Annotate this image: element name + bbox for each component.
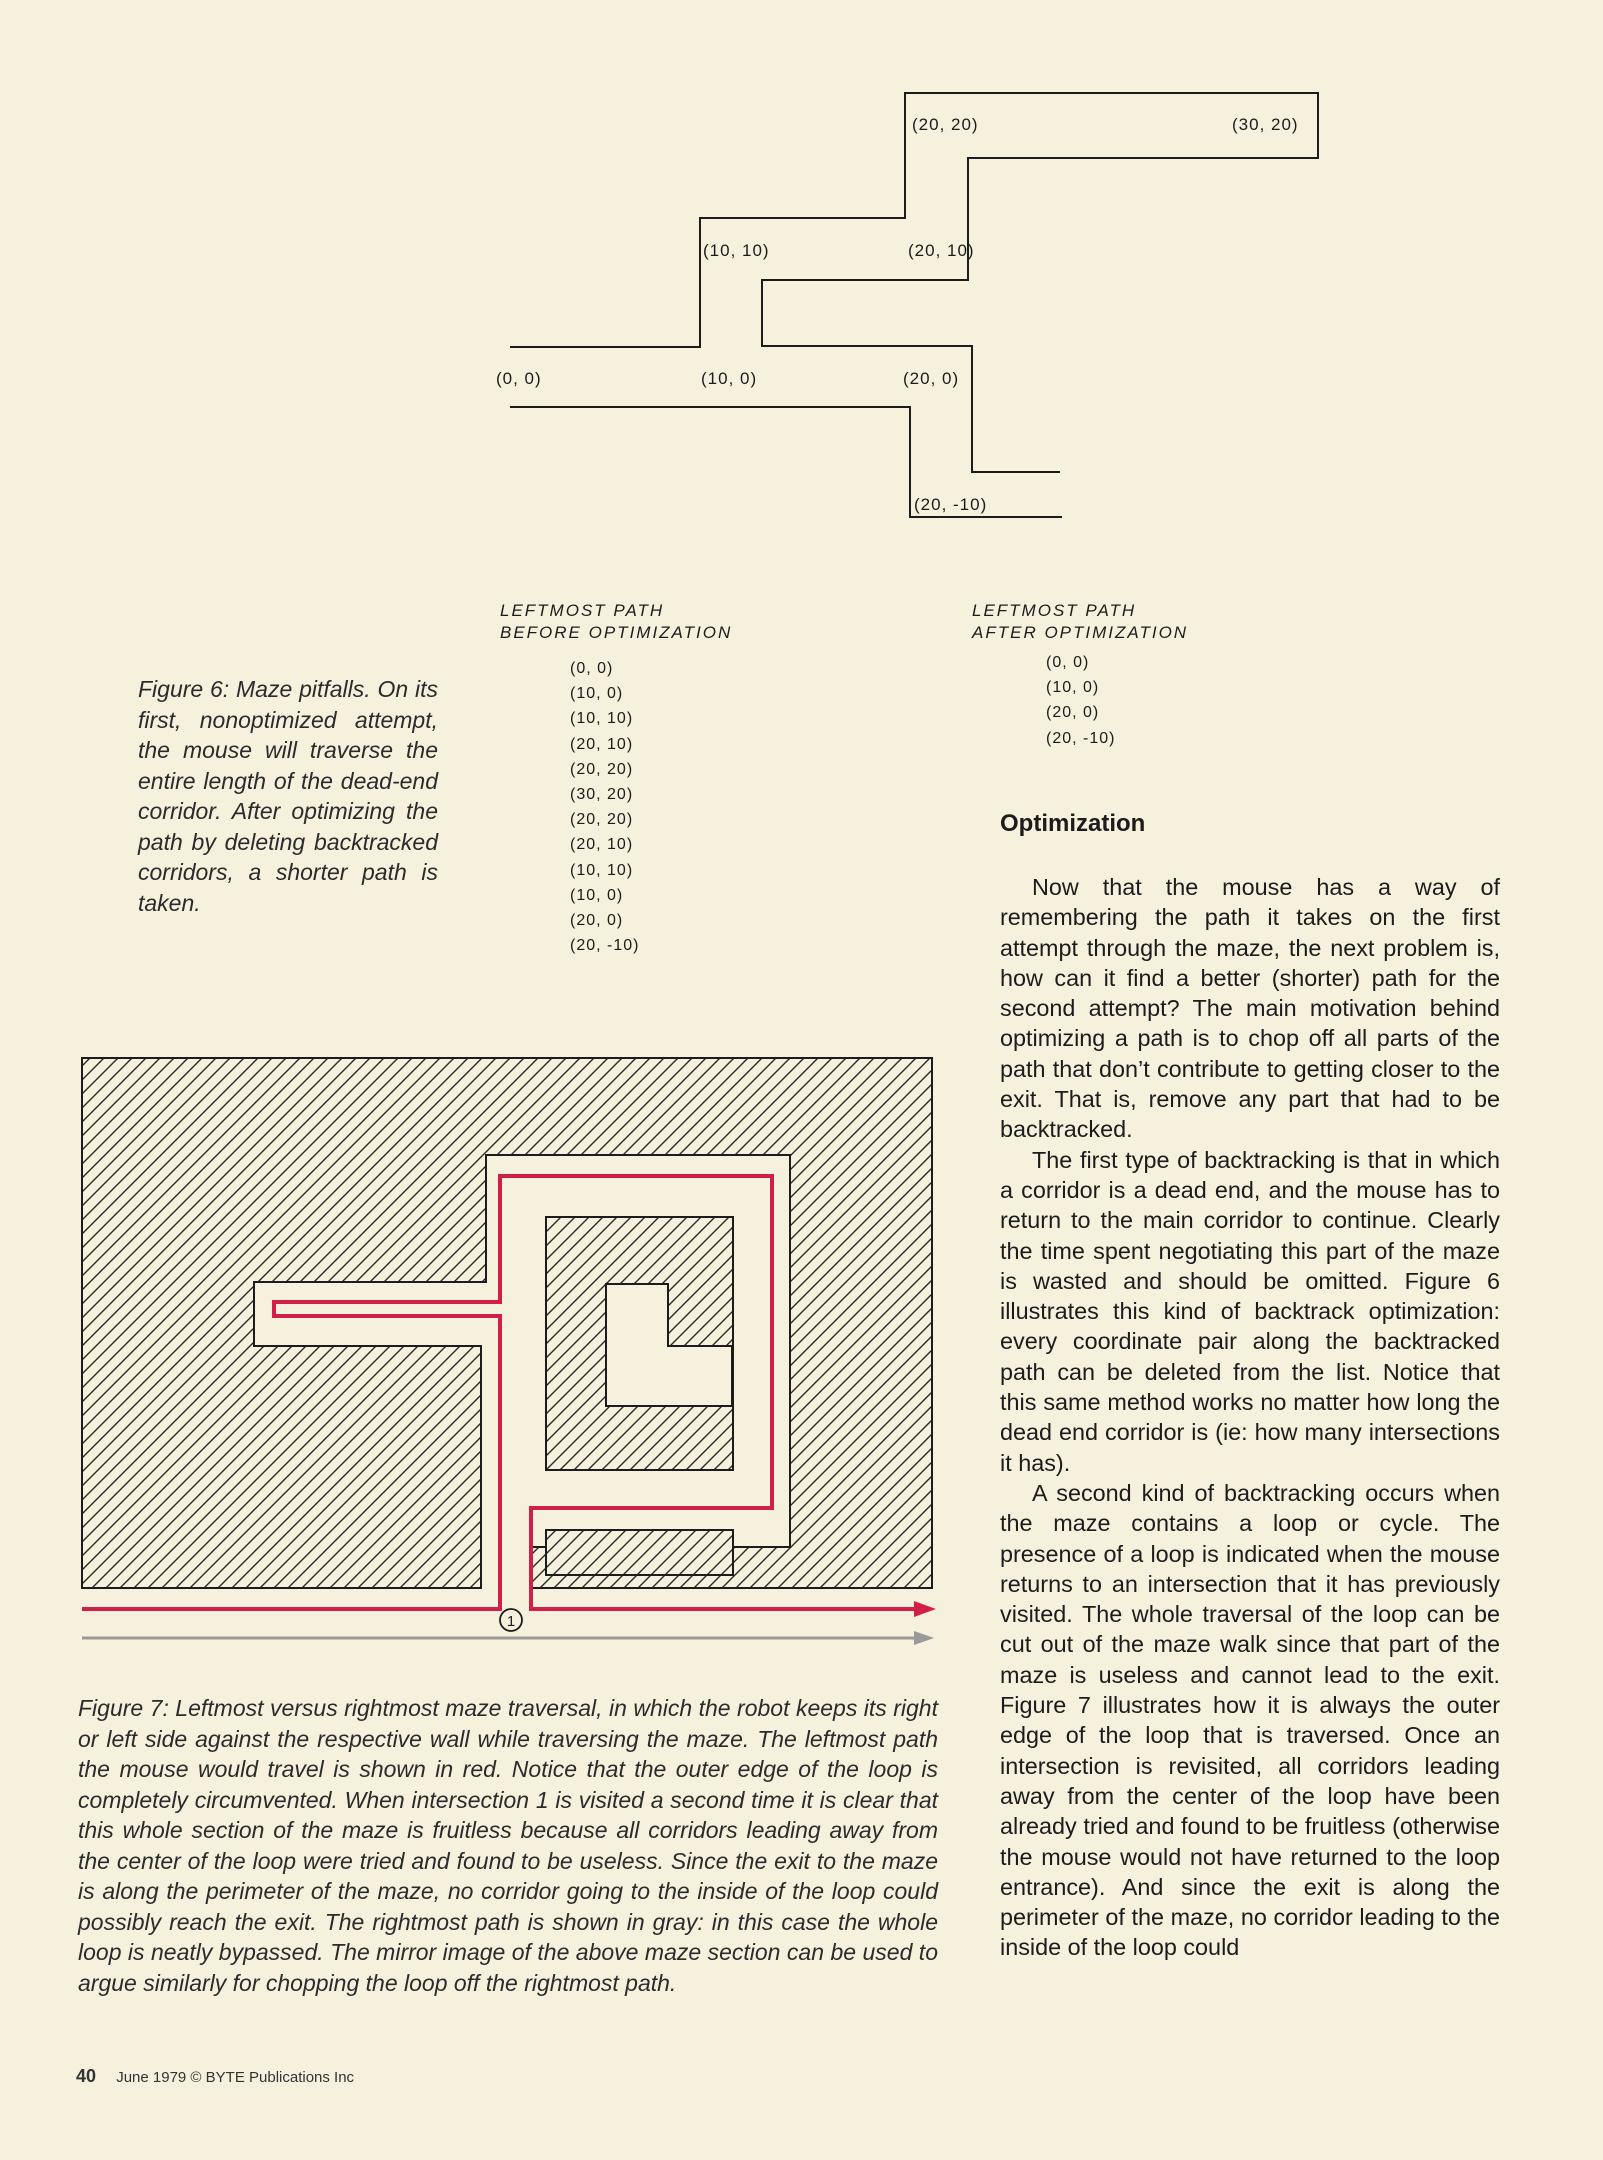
figure6-caption: Figure 6: Maze pitfalls. On its first, nonoptimized attempt, the mouse will traverse the entire length of the dead-end corridor. After optimizing the path by deleting backtracked corridors, a shorter path is taken. (138, 676, 438, 916)
footer-publication: June 1979 © BYTE Publications Inc (116, 2069, 355, 2086)
coord-label-10-10: (10, 10) (703, 241, 770, 260)
rightmost-gray-path (82, 1631, 934, 1645)
list-item: (10, 0) (570, 685, 624, 703)
list-item: (20, 0) (1046, 704, 1100, 722)
intersection-label: 1 (506, 1613, 516, 1630)
before-optimization-list (570, 656, 639, 958)
intersection-1-marker (500, 1609, 522, 1631)
paragraph: The first type of backtracking is that in which a corridor is a dead end, and the mouse has to return to the main corridor to continue. Clearly the time spent negotiating this part of the maze is wasted and should be omitted. Figure 6 illustrates this kind of backtrack optimization: every coordinate pair along the backtracked path can be deleted from the list. Notice that this same method works no matter how long the dead end corridor is (ie: how many intersections it has). (1000, 1146, 1500, 1476)
list-item: (20, -10) (1046, 729, 1116, 747)
figure6-maze-walls (510, 93, 1318, 517)
red-arrowhead (914, 1601, 936, 1617)
coord-label-20-neg10: (20, -10) (914, 495, 988, 514)
section-heading: Optimization (1000, 810, 1146, 837)
list-item: (0, 0) (570, 660, 614, 677)
list-item: (20, 0) (570, 911, 624, 929)
list-item: (10, 0) (570, 886, 624, 904)
coord-label-20-10: (20, 10) (908, 241, 975, 260)
paragraph: A second kind of backtracking occurs when the maze contains a loop or cycle. The presence of a loop is indicated when the mouse returns to an intersection that it has previously visited. The whole traversal of the loop can be cut out of the maze walk since that part of the maze is useless and cannot lead to the exit. Figure 7 illustrates how it is always the outer edge of the loop that is traversed. Once an intersection is revisited, all corridors leading away from the center of the loop have been already tried and found to be fruitless (otherwise the mouse would not have returned to the loop entrance). And since the exit is along the perimeter of the maze, no corridor leading to the inside of the loop could (1000, 1479, 1500, 1961)
coord-label-20-20: (20, 20) (912, 115, 979, 134)
figure7-hatched-walls (82, 1058, 932, 1588)
list-item: (20, 10) (570, 735, 634, 753)
figure7-caption: Figure 7: Leftmost versus rightmost maze traversal, in which the robot keeps its right or left side against the respective wall while traversing the maze. The leftmost path the mouse would travel is shown in red. Notice that the outer edge of the loop is completely circumvented. When intersection 1 is visited a second time it is clear that this whole section of the maze is fruitless because all corridors leading away from the center of the loop were tried and found to be useless. Since the exit to the maze is along the perimeter of the maze, no corridor going to the inside of the loop could possibly reach the exit. The rightmost path is shown in gray: in this case the whole loop is neatly bypassed. The mirror image of the above maze section can be used to argue similarly for chopping the loop off the rightmost path. (78, 1695, 938, 1996)
list-item: (20, 20) (570, 760, 634, 778)
list-item: (30, 20) (570, 785, 634, 803)
list-item: (20, 10) (570, 836, 634, 854)
page-number: 40 (76, 2066, 97, 2086)
coord-label-0-0: (0, 0) (496, 369, 542, 388)
after-optimization-list (1046, 650, 1115, 751)
figure6-maze-diagram (0, 0, 1603, 560)
list-item: (0, 0) (1046, 654, 1090, 671)
before-optimization-title: LEFTMOST PATH BEFORE OPTIMIZATION (500, 601, 733, 642)
list-item: (10, 10) (570, 710, 634, 728)
page-footer (76, 2066, 354, 2087)
figure7-loop-maze (0, 1040, 960, 1660)
article-body (1000, 872, 1500, 1963)
paragraph: Now that the mouse has a way of remembering the path it takes on the first attempt through the maze, the next problem is, how can it find a better (shorter) path for the second attempt? The main motivation behind optimizing a path is to chop off all parts of the path that don’t contribute to getting closer to the exit. That is, remove any part that had to be backtracked. (1000, 874, 1500, 1143)
coord-label-20-0: (20, 0) (903, 369, 960, 388)
coord-label-10-0: (10, 0) (701, 369, 758, 388)
after-optimization-title: LEFTMOST PATH AFTER OPTIMIZATION (972, 601, 1189, 642)
list-item: (10, 0) (1046, 679, 1100, 697)
gray-arrowhead (914, 1631, 934, 1645)
list-item: (10, 10) (570, 861, 634, 879)
list-item: (20, 20) (570, 811, 634, 829)
list-item: (20, -10) (570, 937, 640, 955)
coord-label-30-20: (30, 20) (1232, 115, 1299, 134)
